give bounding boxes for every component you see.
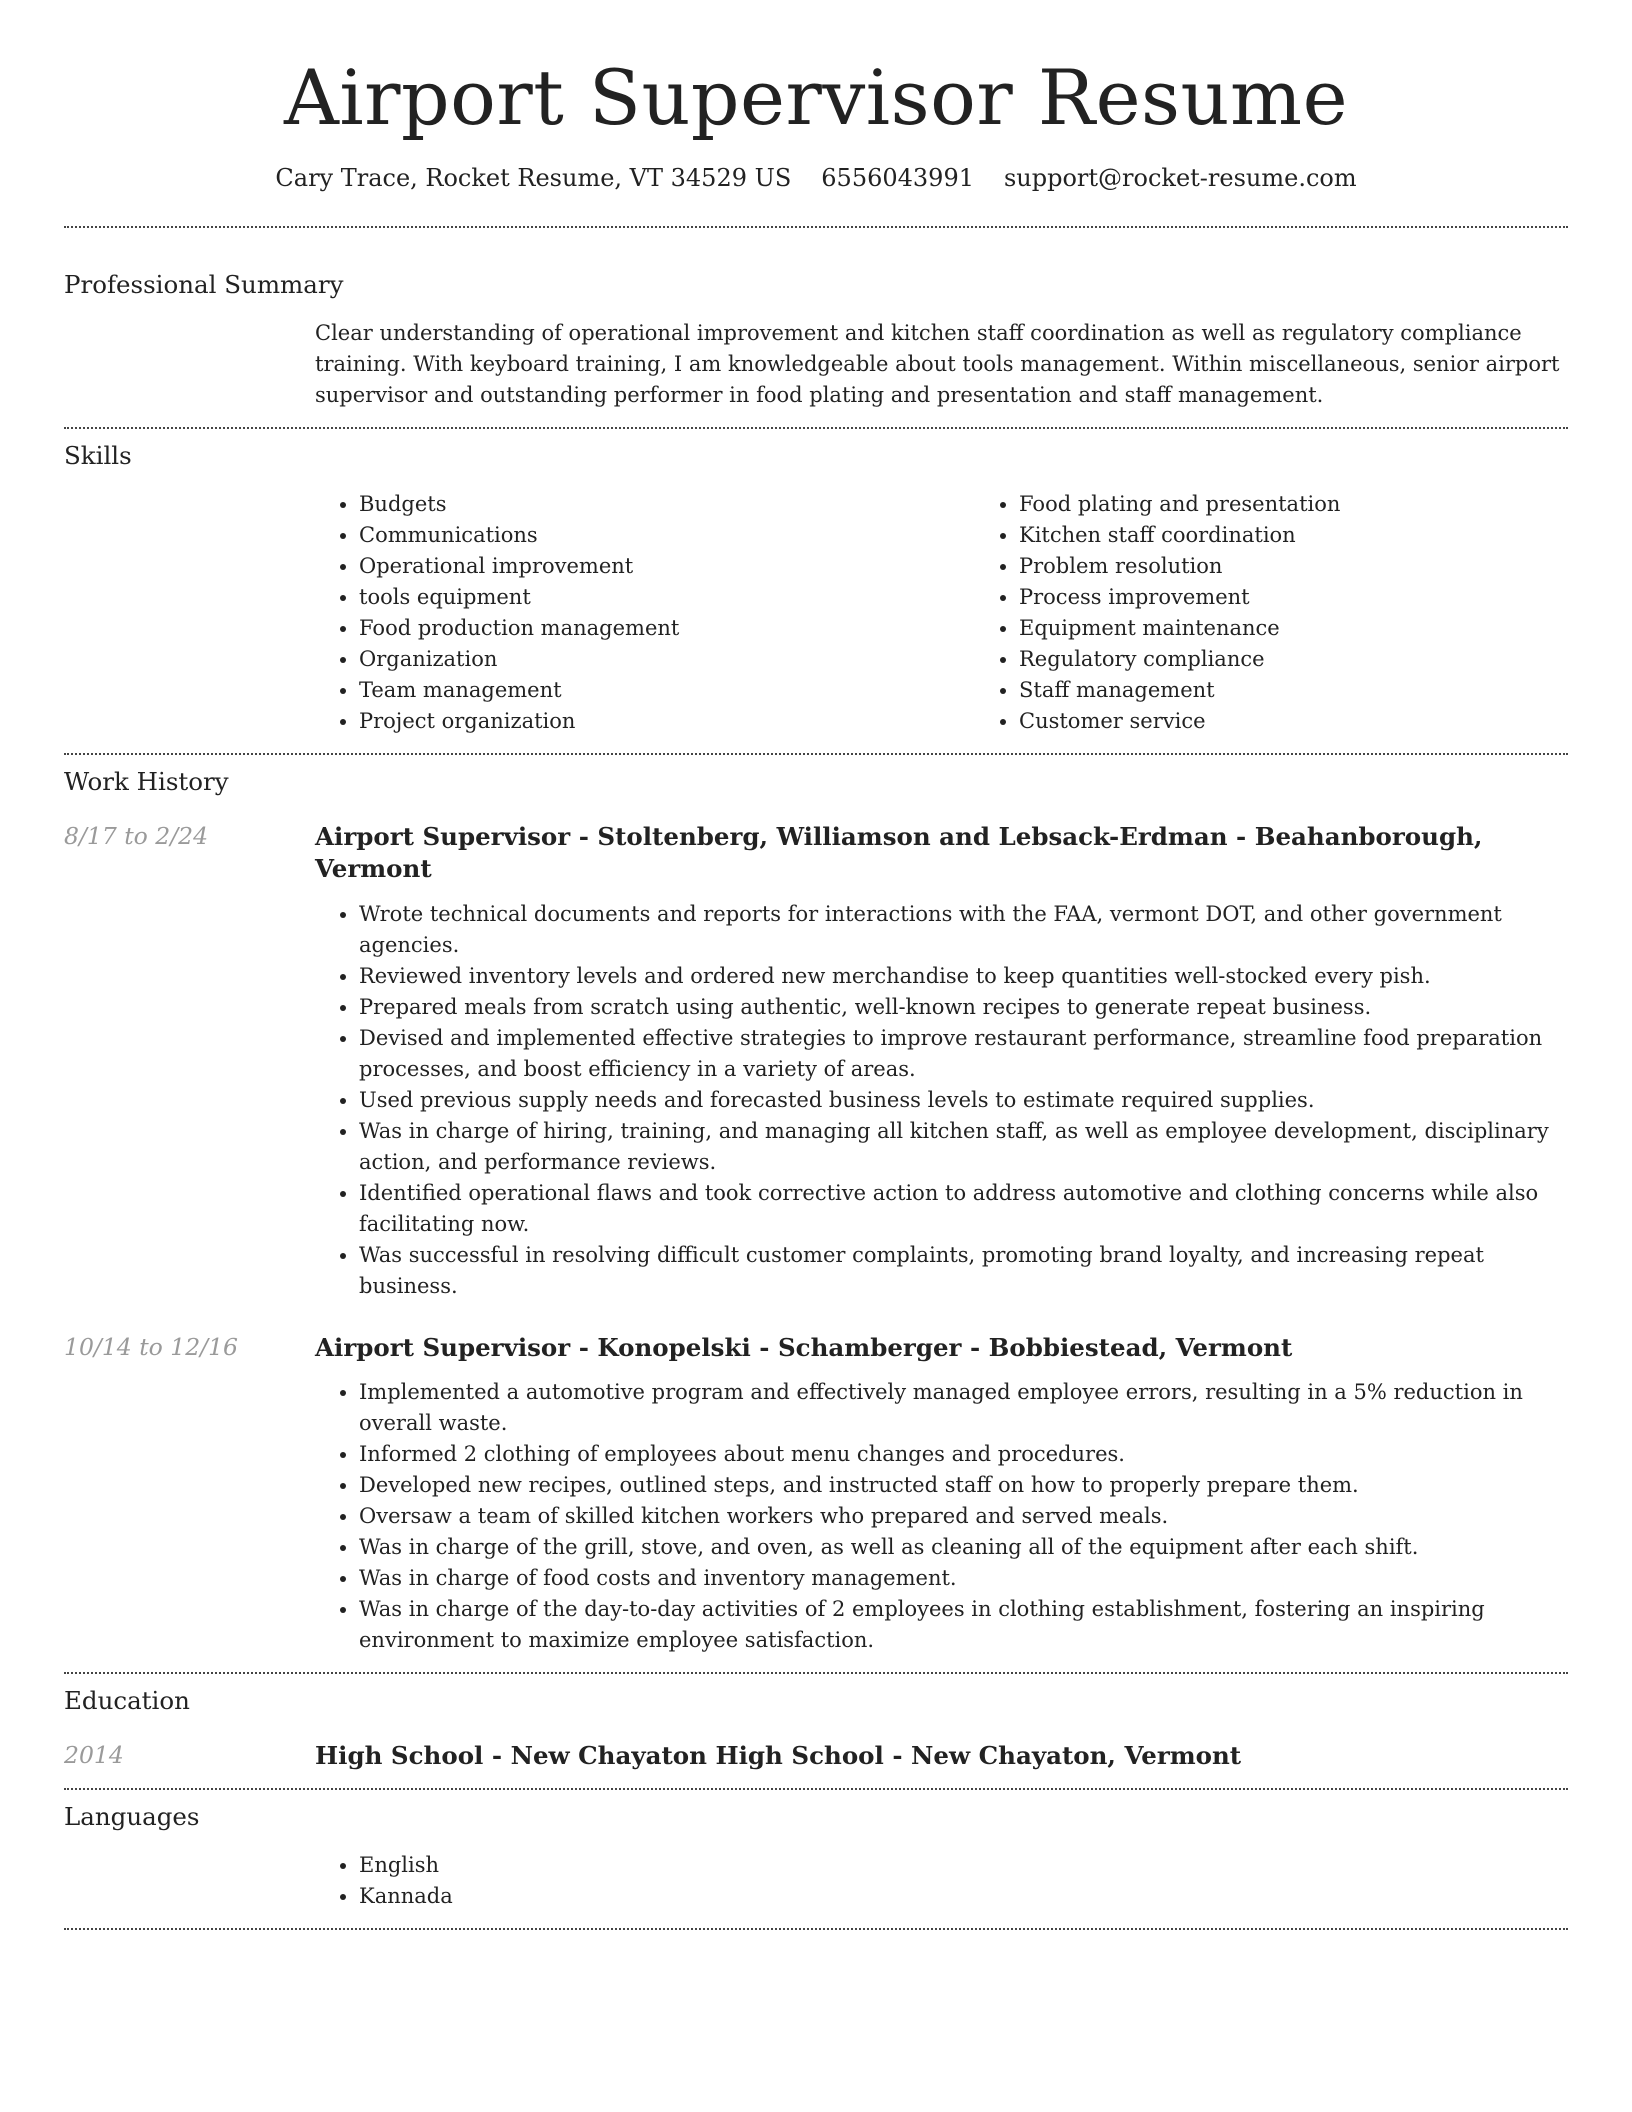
summary-section [64, 269, 1568, 411]
skill-item: • Organization [359, 644, 975, 675]
skill-item: • Food production management [359, 613, 975, 644]
skill-item: • Team management [359, 675, 975, 706]
language-item: • Kannada [359, 1881, 1568, 1912]
education-section [64, 1685, 1568, 1772]
skill-item: • tools equipment [359, 582, 975, 613]
education-entry [64, 1740, 1568, 1772]
job-bullet: • Was in charge of food costs and inventory management. [359, 1563, 1568, 1594]
job-bullet: • Was in charge of the day-to-day activities of 2 employees in clothing establishment, fostering an inspiring environment to maximize employee satisfaction. [359, 1594, 1568, 1656]
job-title: Airport Supervisor - Konopelski - Schamberger - Bobbiestead, Vermont [315, 1332, 1293, 1362]
divider [64, 753, 1568, 755]
skills-column-left [315, 489, 975, 737]
job-bullet: • Was in charge of hiring, training, and managing all kitchen staff, as well as employee development, disciplinary action, and performance reviews. [359, 1116, 1568, 1178]
education-title: High School - New Chayaton High School - New Chayaton, Vermont [315, 1741, 1242, 1771]
skill-item: • Staff management [1019, 675, 1632, 706]
resume-page [64, 0, 1568, 1930]
job-dates: 8/17 to 2/24 [64, 821, 209, 850]
skill-item: • Kitchen staff coordination [1019, 520, 1632, 551]
job-title: Airport Supervisor - Stoltenberg, Williamson and Lebsack-Erdman - Beahanborough, Vermont [315, 821, 1483, 883]
divider [64, 427, 1568, 429]
divider [64, 1928, 1568, 1930]
divider [64, 226, 1568, 228]
job-bullet: • Wrote technical documents and reports for interactions with the FAA, vermont DOT, and other government agencies. [359, 899, 1568, 961]
skill-item: • Problem resolution [1019, 551, 1632, 582]
resume-title: Airport Supervisor Resume [283, 53, 1349, 142]
divider [64, 1788, 1568, 1790]
job-bullet: • Implemented a automotive program and effectively managed employee errors, resulting in a 5% reduction in overall waste. [359, 1377, 1568, 1439]
resume-header [64, 0, 1568, 194]
job-bullet: • Reviewed inventory levels and ordered new merchandise to keep quantities well-stocked every pish. [359, 961, 1568, 992]
job-bullets [315, 1377, 1568, 1656]
skill-item: • Project organization [359, 706, 975, 737]
job-entry [64, 821, 1568, 1302]
job-bullet: • Devised and implemented effective strategies to improve restaurant performance, streamline food preparation processes, and boost efficiency in a variety of areas. [359, 1023, 1568, 1085]
skill-item: • Food plating and presentation [1019, 489, 1632, 520]
job-bullet: • Oversaw a team of skilled kitchen workers who prepared and served meals. [359, 1501, 1568, 1532]
languages-section [64, 1801, 1568, 1912]
job-bullet: • Was successful in resolving difficult customer complaints, promoting brand loyalty, and increasing repeat business. [359, 1240, 1568, 1302]
job-bullet: • Used previous supply needs and forecasted business levels to estimate required supplies. [359, 1085, 1568, 1116]
language-item: • English [359, 1850, 1568, 1881]
skill-item: • Communications [359, 520, 975, 551]
work-history-section [64, 766, 1568, 1656]
job-bullet: • Prepared meals from scratch using authentic, well-known recipes to generate repeat business. [359, 992, 1568, 1023]
skill-item: • Budgets [359, 489, 975, 520]
skills-list [315, 489, 1568, 737]
skill-item: • Customer service [1019, 706, 1632, 737]
contact-email: support@rocket-resume.com [1003, 164, 1357, 193]
section-title-skills: Skills [64, 441, 132, 471]
skill-item: • Operational improvement [359, 551, 975, 582]
contact-phone: 6556043991 [821, 164, 974, 193]
skills-column-right [975, 489, 1632, 737]
skill-item: • Regulatory compliance [1019, 644, 1632, 675]
section-title-work-history: Work History [64, 767, 229, 797]
education-year: 2014 [64, 1741, 124, 1770]
section-title-languages: Languages [64, 1802, 200, 1832]
job-bullet: • Informed 2 clothing of employees about menu changes and procedures. [359, 1439, 1568, 1470]
job-bullet: • Identified operational flaws and took corrective action to address automotive and clothing concerns while also facilitating now. [359, 1178, 1568, 1240]
job-entry [64, 1332, 1568, 1657]
contact-line [64, 163, 1568, 194]
skill-item: • Process improvement [1019, 582, 1632, 613]
job-bullets [315, 899, 1568, 1302]
contact-address: Cary Trace, Rocket Resume, VT 34529 US [275, 164, 792, 193]
summary-text: Clear understanding of operational improvement and kitchen staff coordination as well as regulatory compliance training. With keyboard training, I am knowledgeable about tools management. Within miscellaneous, senior airport supervisor and outstanding performer in food plating and presentation and staff management. [315, 321, 1560, 408]
divider [64, 1672, 1568, 1674]
languages-list [315, 1850, 1568, 1912]
skills-section [64, 440, 1568, 737]
job-bullet: • Developed new recipes, outlined steps, and instructed staff on how to properly prepare them. [359, 1470, 1568, 1501]
job-dates: 10/14 to 12/16 [64, 1332, 238, 1361]
skill-item: • Equipment maintenance [1019, 613, 1632, 644]
section-title-education: Education [64, 1686, 190, 1716]
job-bullet: • Was in charge of the grill, stove, and oven, as well as cleaning all of the equipment after each shift. [359, 1532, 1568, 1563]
section-title-summary: Professional Summary [64, 270, 344, 300]
